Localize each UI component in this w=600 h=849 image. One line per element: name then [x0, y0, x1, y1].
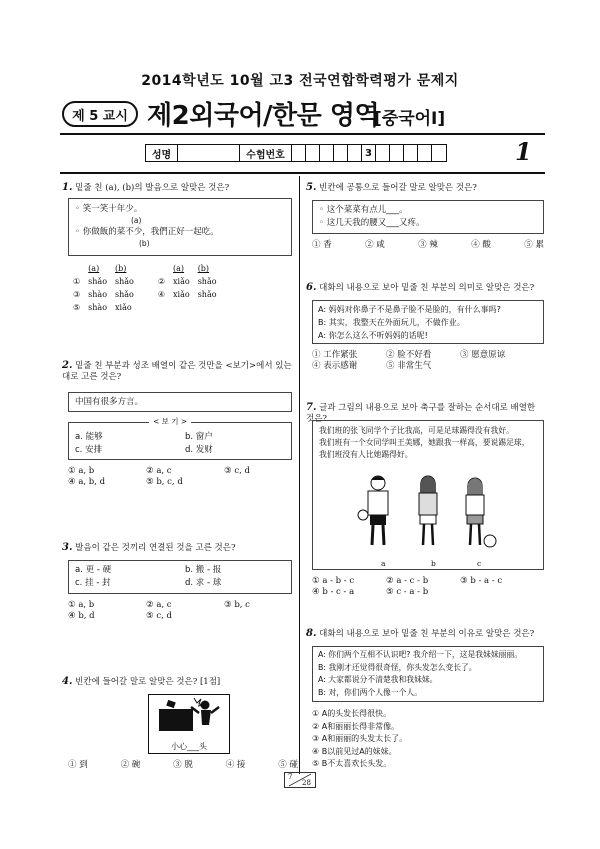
- option[interactable]: ② A和丽丽长得非常像。: [312, 721, 400, 731]
- choice-mark: ③: [73, 290, 81, 299]
- choice-b: shǎo: [115, 290, 134, 299]
- choice-a: xiǎo: [173, 290, 190, 299]
- question-number: 4.: [62, 676, 73, 687]
- q4-options: [68, 760, 298, 771]
- col-header: (b): [197, 264, 210, 273]
- question-number: 3.: [62, 542, 73, 553]
- passage-line: ◦ 这几天我的腰又___又疼。: [319, 218, 425, 228]
- question-2: [62, 360, 294, 383]
- choice-a: shào: [88, 290, 108, 299]
- question-6: [306, 282, 546, 294]
- option[interactable]: ④ 酸: [471, 240, 491, 250]
- question-stem: 빈칸에 들어갈 말로 알맞은 것은? [1점]: [75, 677, 221, 687]
- option[interactable]: ② 碗: [120, 760, 141, 770]
- option[interactable]: ④ a, b, d: [68, 477, 106, 487]
- girl-c-figure: [466, 478, 496, 547]
- exam-number-label: 수험번호: [240, 145, 292, 161]
- col-header: (a): [173, 264, 185, 273]
- option[interactable]: ② 咸: [365, 240, 385, 250]
- bogi-item: a. 能够: [75, 432, 103, 442]
- choice-mark: ②: [157, 277, 166, 286]
- mark-b: (b): [139, 239, 150, 248]
- question-5: [306, 182, 546, 194]
- question-number: 7.: [306, 402, 317, 413]
- question-number: 2.: [62, 360, 73, 371]
- option[interactable]: ② a, c: [146, 600, 172, 610]
- option[interactable]: ⑤ 非常生气: [386, 361, 432, 371]
- passage-line: 我们班的张飞同学个子比我高，可是足球踢得没有我好。: [319, 426, 514, 435]
- question-stem: 발음이 같은 것끼리 연결된 것을 고른 것은?: [75, 543, 236, 553]
- question-number: 8.: [306, 628, 317, 639]
- exam-number-box[interactable]: [418, 145, 432, 161]
- exam-number-box[interactable]: [292, 145, 306, 161]
- girl-b-figure: [419, 476, 437, 545]
- exam-number-box[interactable]: [376, 145, 390, 161]
- boy-a-figure: [358, 476, 388, 545]
- option[interactable]: ① a, b: [68, 600, 95, 610]
- q6-options: [312, 350, 544, 372]
- option[interactable]: ① a, b: [68, 466, 95, 476]
- option-row[interactable]: [70, 289, 220, 300]
- q2-bogi-box: [68, 417, 292, 460]
- mark-a: (a): [131, 216, 142, 225]
- bogi-item: b. 窗户: [185, 432, 213, 442]
- section-title: 제2외국어/한문 영역: [147, 101, 380, 131]
- option[interactable]: ③ b - a - c: [460, 576, 503, 586]
- item: a. 更 - 硬: [75, 565, 112, 575]
- page-current: 7: [288, 773, 293, 781]
- figure-label-c: c: [477, 559, 482, 568]
- question-stem: 대화의 내용으로 보아 밑줄 친 부분의 이유로 알맞은 것은?: [319, 629, 535, 639]
- option[interactable]: ① 香: [312, 240, 332, 250]
- q1-options: [68, 261, 222, 315]
- choice-b: shǎo: [115, 277, 134, 286]
- option[interactable]: ② a, c: [146, 466, 172, 476]
- option[interactable]: ① a - b - c: [312, 576, 355, 586]
- q8-dialogue-box: [312, 646, 544, 702]
- option[interactable]: ④ B以前见过A的妹妹。: [312, 746, 397, 756]
- choice-b: xiǎo: [115, 303, 132, 312]
- q7-options: [312, 576, 544, 598]
- dialogue-line: B: 我刚才还觉得很奇怪，你头发怎么变长了。: [318, 662, 477, 672]
- bogi-label: < 보 기 >: [149, 417, 191, 427]
- q2-options: [68, 466, 298, 488]
- figure-label-a: a: [381, 559, 386, 568]
- sign-text: 小心___头: [171, 742, 207, 751]
- passage-line: ◦ 这个菜菜有点儿___。: [319, 205, 408, 215]
- question-number: 6.: [306, 282, 317, 293]
- choice-a: xiǎo: [173, 277, 190, 286]
- exam-number-box[interactable]: [334, 145, 348, 161]
- page-counter: [284, 772, 316, 788]
- question-number: 5.: [306, 182, 317, 193]
- dialogue-line: B: 对，你们两个人像一个人。: [318, 687, 423, 697]
- option[interactable]: ③ 辣: [418, 240, 438, 250]
- q5-passage-box: [312, 200, 544, 234]
- option-row[interactable]: [70, 276, 220, 287]
- option[interactable]: ① 工作紧张: [312, 350, 358, 360]
- subject-label: [중국어Ⅰ]: [374, 109, 446, 129]
- name-field[interactable]: [178, 145, 240, 161]
- option[interactable]: ③ c, d: [224, 466, 250, 476]
- question-stem: 대화의 내용으로 보아 밑줄 친 부분의 의미로 알맞은 것은?: [319, 283, 535, 293]
- exam-number-box[interactable]: [320, 145, 334, 161]
- q2-sentence-box: [68, 392, 292, 412]
- option[interactable]: ④ 接: [225, 760, 246, 770]
- question-number: 1.: [62, 182, 73, 193]
- session-badge: 제 5 교시: [62, 101, 138, 127]
- exam-number-box[interactable]: [432, 145, 446, 161]
- exam-title: 2014학년도 10월 고3 전국연합학력평가 문제지: [141, 73, 459, 89]
- dialogue-line: A: 你怎么这么不听妈妈的话呢!: [318, 331, 428, 340]
- question-1: [62, 182, 294, 194]
- passage-line: 我们班没有人比她踢得好。: [319, 450, 413, 459]
- bogi-item: d. 发财: [185, 445, 213, 455]
- question-8: [306, 628, 546, 640]
- header-rule: [60, 133, 545, 135]
- option[interactable]: ④ b - c - a: [312, 587, 355, 597]
- exam-number-box[interactable]: [404, 145, 418, 161]
- option[interactable]: ③ b, c: [224, 600, 250, 610]
- question-3: [62, 542, 294, 554]
- dialogue-line: A: 你们两个互相不认识吧? 我介绍一下，这是我妹妹丽丽。: [318, 650, 523, 659]
- question-stem: 밑줄 친 (a), (b)의 발음으로 알맞은 것은?: [75, 183, 230, 193]
- q6-dialogue-box: [312, 300, 544, 344]
- option-row[interactable]: [70, 302, 220, 313]
- option[interactable]: ② a - c - b: [386, 576, 429, 586]
- choice-b: shǎo: [197, 290, 217, 299]
- dialogue-line: B: 其实，我整天在外面玩儿，不做作业。: [318, 318, 465, 327]
- question-stem: 밑줄 친 부분과 성조 배열이 같은 것만을 <보기>에서 있는 대로 고른 것은?: [62, 361, 292, 382]
- dialogue-line: A: 大家都说分不清楚我和我妹妹。: [318, 675, 438, 684]
- dialogue-line: A: 妈妈对你鼻子不是鼻子脸不是脸的，有什么事吗?: [318, 305, 501, 314]
- option[interactable]: ① 到: [68, 760, 88, 770]
- exam-number-digit: 3: [362, 145, 376, 161]
- option[interactable]: ③ 脱: [173, 760, 193, 770]
- choice-mark: ①: [73, 277, 81, 286]
- page-total: 28: [302, 779, 311, 787]
- choice-b: shǎo: [197, 277, 217, 286]
- question-stem: 빈칸에 공통으로 들어갈 말로 알맞은 것은?: [319, 183, 477, 193]
- option[interactable]: ⑤ c, d: [146, 611, 172, 621]
- option[interactable]: ⑤ b, c, d: [146, 477, 183, 487]
- passage-line: 我们班有一个女同学叫王美娜，她跟我一样高，要说踢足球，: [319, 438, 530, 447]
- three-students-illustration: [353, 471, 503, 559]
- question-stem: 글과 그림의 내용으로 보아 축구를 잘하는 순서대로 배열한 것은?: [306, 403, 536, 424]
- col-header: (a): [88, 264, 100, 273]
- option[interactable]: ③ 愿意原谅: [460, 350, 506, 360]
- option[interactable]: ① A的头发长得很快。: [312, 709, 392, 718]
- item: d. 求 - 球: [185, 578, 222, 588]
- column-divider: [299, 176, 300, 774]
- question-4: [62, 676, 294, 688]
- exam-number-box[interactable]: [306, 145, 320, 161]
- passage-line: 中国有很多方言。: [75, 397, 144, 407]
- item: c. 挂 - 封: [75, 578, 111, 588]
- page-number: 1: [515, 137, 532, 166]
- q8-options: [312, 708, 544, 771]
- q5-options: [312, 240, 544, 251]
- option[interactable]: ⑤ B不太喜欢长头发。: [312, 759, 392, 768]
- q7-passage-box: [312, 420, 544, 570]
- caution-sign: [148, 694, 230, 754]
- falling-object-icon: [149, 695, 228, 735]
- option[interactable]: ⑤ 碰: [278, 760, 298, 770]
- name-label: 성명: [146, 145, 178, 161]
- figure-label-b: b: [431, 559, 436, 568]
- student-info-bar: [145, 144, 447, 162]
- option[interactable]: ④ 表示感谢: [312, 361, 358, 371]
- q3-options: [68, 600, 298, 622]
- option[interactable]: ④ b, d: [68, 611, 95, 621]
- passage-line: ◦ 你做飯的菜不少，我們正好一起吃。: [75, 227, 219, 237]
- item: b. 搬 - 报: [185, 565, 222, 575]
- q1-passage-box: [68, 198, 292, 256]
- choice-a: shǎo: [88, 277, 108, 286]
- exam-number-box[interactable]: [348, 145, 362, 161]
- top-rule: [60, 172, 545, 174]
- option[interactable]: ② 脸不好看: [386, 350, 432, 360]
- choice-a: shào: [88, 303, 108, 312]
- exam-number-box[interactable]: [390, 145, 404, 161]
- option[interactable]: ③ A和丽丽的头发太长了。: [312, 734, 408, 743]
- option[interactable]: ⑤ 累: [524, 240, 544, 250]
- passage-line: ◦ 笑一笑十年少。: [75, 204, 143, 214]
- choice-mark: ④: [157, 290, 166, 299]
- option[interactable]: ⑤ c - a - b: [386, 587, 429, 597]
- choice-mark: ⑤: [73, 303, 81, 312]
- q3-items-box: [68, 560, 292, 594]
- bogi-item: c. 安排: [75, 445, 103, 455]
- col-header: (b): [115, 264, 127, 273]
